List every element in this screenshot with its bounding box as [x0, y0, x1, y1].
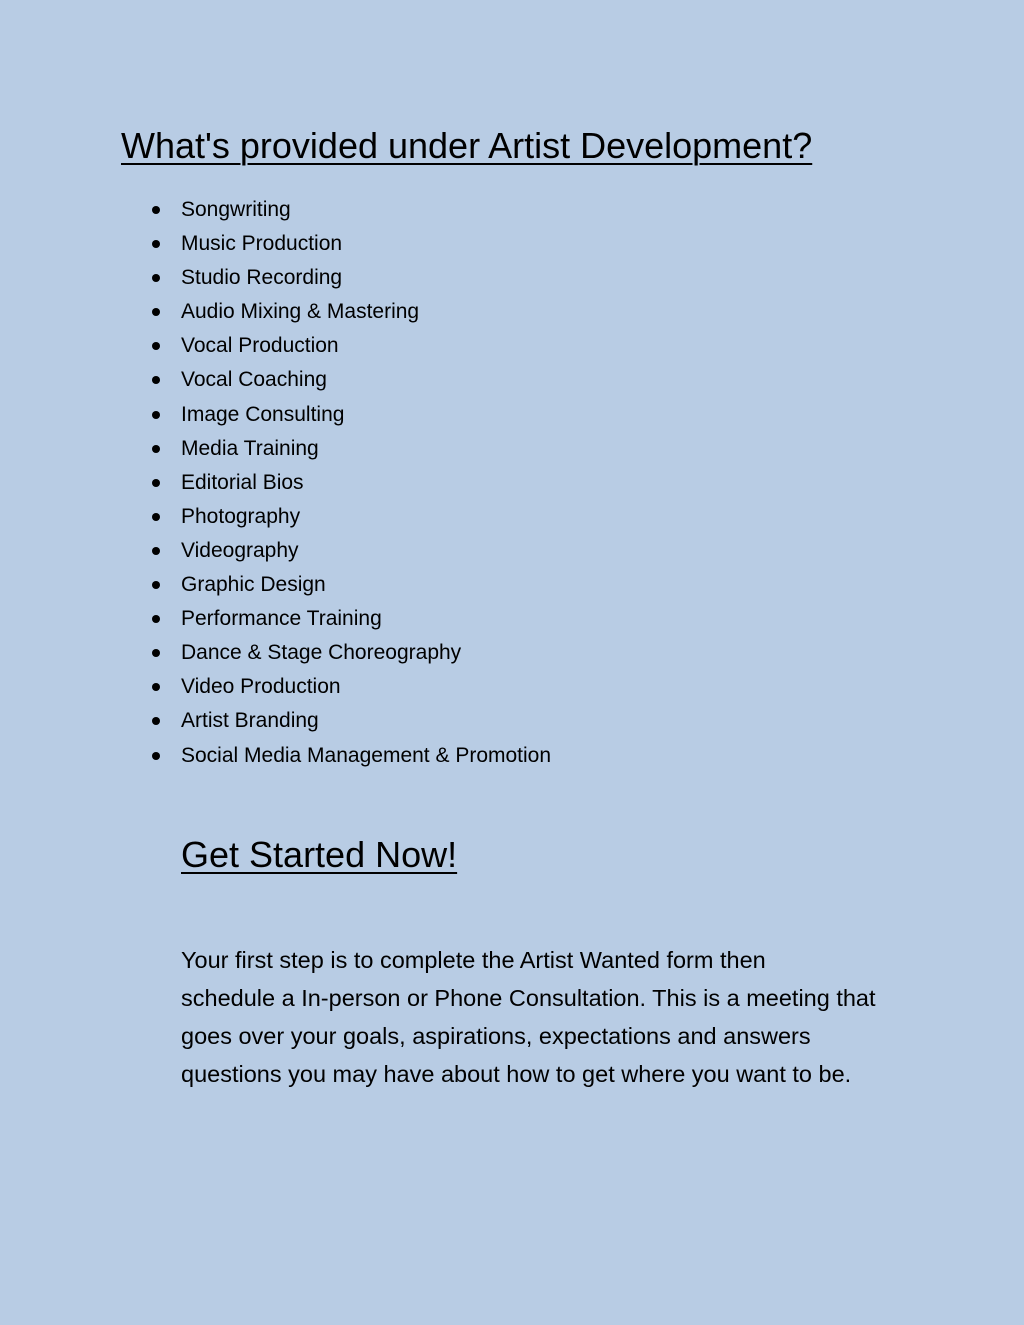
bullet-icon [152, 615, 160, 623]
paragraph-line: questions you may have about how to get where you want to be. [181, 1061, 852, 1087]
service-label: Dance & Stage Choreography [181, 641, 462, 665]
bullet-icon [152, 547, 160, 555]
list-item [150, 704, 551, 738]
bullet-icon [152, 342, 160, 350]
service-label: Music Production [181, 232, 343, 256]
get-started-heading: Get Started Now! [181, 834, 458, 875]
service-label: Studio Recording [181, 266, 343, 290]
bullet-icon [152, 479, 160, 487]
bullet-icon [152, 411, 160, 419]
list-item [150, 568, 551, 602]
service-label: Social Media Management & Promotion [181, 743, 552, 767]
bullet-icon [152, 649, 160, 657]
bullet-icon [152, 308, 160, 316]
list-item [150, 363, 551, 397]
service-label: Video Production [181, 675, 341, 699]
list-item [150, 329, 551, 363]
service-label: Media Training [181, 436, 319, 460]
list-item [150, 636, 551, 670]
bullet-icon [152, 717, 160, 725]
service-label: Audio Mixing & Mastering [181, 300, 420, 324]
list-item [150, 670, 551, 704]
list-item [150, 261, 551, 295]
bullet-icon [152, 206, 160, 214]
bullet-icon [152, 581, 160, 589]
paragraph-line: schedule a In-person or Phone Consultation. This is a meeting that [181, 985, 876, 1011]
list-item [150, 739, 551, 773]
list-item [150, 295, 551, 329]
list-item [150, 534, 551, 568]
paragraph-line: goes over your goals, aspirations, expectations and answers [181, 1023, 811, 1049]
section-title: What's provided under Artist Development? [121, 125, 813, 166]
service-label: Editorial Bios [181, 470, 304, 494]
list-item [150, 227, 551, 261]
service-label: Videography [181, 538, 299, 562]
list-item [150, 398, 551, 432]
list-item [150, 466, 551, 500]
bullet-icon [152, 683, 160, 691]
service-label: Vocal Coaching [181, 368, 327, 392]
list-item [150, 500, 551, 534]
service-label: Artist Branding [181, 709, 319, 733]
bullet-icon [152, 274, 160, 282]
service-label: Graphic Design [181, 573, 326, 597]
get-started-paragraph [181, 941, 941, 1093]
bullet-icon [152, 752, 160, 760]
bullet-icon [152, 445, 160, 453]
service-label: Performance Training [181, 607, 382, 631]
bullet-icon [152, 376, 160, 384]
list-item [150, 193, 551, 227]
services-list [150, 193, 551, 773]
service-label: Vocal Production [181, 334, 339, 358]
bullet-icon [152, 513, 160, 521]
service-label: Image Consulting [181, 402, 345, 426]
bullet-icon [152, 240, 160, 248]
list-item [150, 432, 551, 466]
service-label: Photography [181, 504, 301, 528]
list-item [150, 602, 551, 636]
service-label: Songwriting [181, 198, 291, 221]
paragraph-line: Your first step is to complete the Artist Wanted form then [181, 947, 766, 973]
